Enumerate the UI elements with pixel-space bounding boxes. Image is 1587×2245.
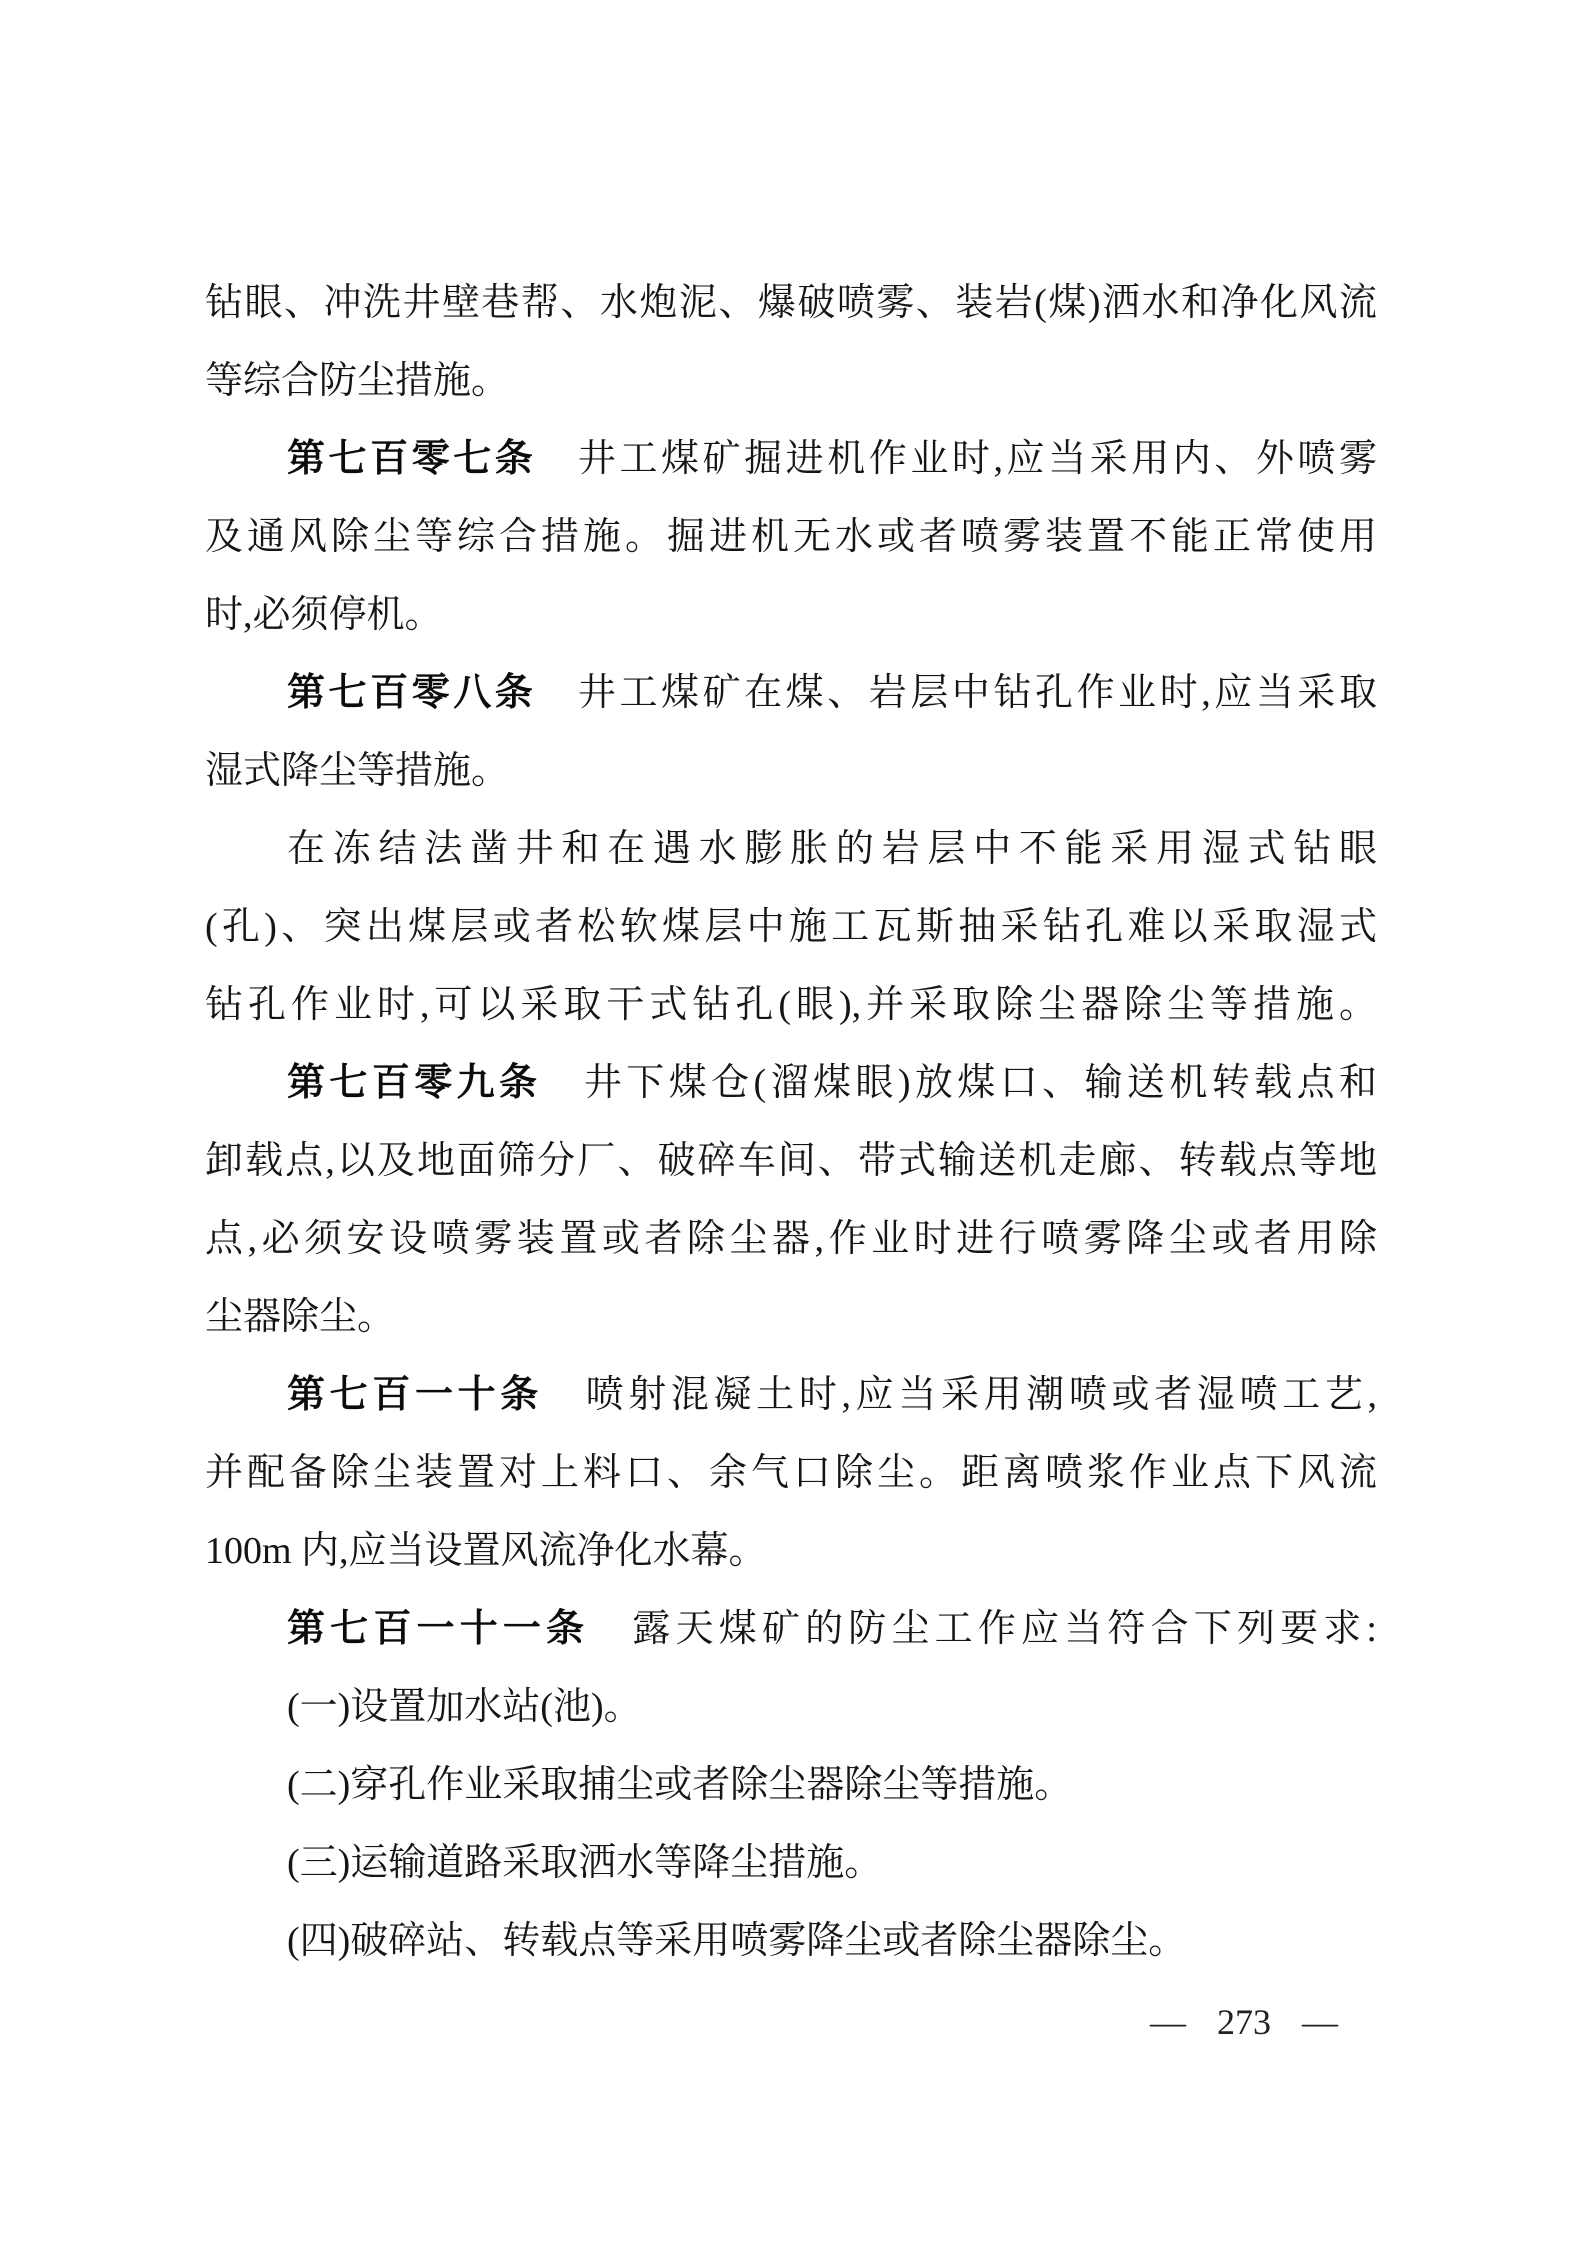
text-line — [205, 1122, 1377, 1200]
text-line — [205, 1278, 1377, 1356]
line-text: 井下煤仓(溜煤眼)放煤口、输送机转载点和 — [579, 1062, 1377, 1104]
line-text: 露天煤矿的防尘工作应当符合下列要求: — [627, 1608, 1377, 1650]
line-text: 钻孔作业时,可以采取干式钻孔(眼),并采取除尘器除尘等措施。 — [205, 984, 1377, 1026]
line-text: 尘器除尘。 — [205, 1296, 396, 1338]
page-footer — [1150, 1996, 1338, 2048]
heading-gap — [536, 704, 574, 705]
line-text: 钻眼、冲洗井壁巷帮、水炮泥、爆破喷雾、装岩(煤)洒水和净化风流 — [205, 282, 1377, 324]
line-text: 点,必须安设喷雾装置或者除尘器,作业时进行喷雾降尘或者用除 — [205, 1218, 1377, 1260]
text-line — [205, 420, 1377, 498]
page-number: — 273 — — [1150, 2002, 1338, 2042]
text-line — [205, 1902, 1377, 1980]
text-line — [205, 1668, 1377, 1746]
text-line — [205, 1746, 1377, 1824]
line-text: 井工煤矿在煤、岩层中钻孔作业时,应当采取 — [574, 672, 1377, 714]
line-text: 井工煤矿掘进机作业时,应当采用内、外喷雾 — [574, 438, 1377, 480]
line-text: 在冻结法凿井和在遇水膨胀的岩层中不能采用湿式钻眼 — [287, 828, 1377, 870]
heading-gap — [541, 1094, 579, 1095]
heading-gap — [543, 1406, 581, 1407]
text-line — [205, 1044, 1377, 1122]
text-line — [205, 1200, 1377, 1278]
line-text: 100m 内,应当设置风流净化水幕。 — [205, 1530, 767, 1572]
article-number-heading: 第七百零七条 — [287, 438, 537, 480]
text-line — [205, 576, 1377, 654]
text-line — [205, 810, 1377, 888]
text-line — [205, 1356, 1377, 1434]
heading-gap — [589, 1640, 627, 1641]
line-text: (三)运输道路采取洒水等降尘措施。 — [287, 1842, 883, 1884]
text-line — [205, 1824, 1377, 1902]
text-line — [205, 1590, 1377, 1668]
text-line — [205, 1512, 1377, 1590]
text-line — [205, 654, 1377, 732]
line-text: (孔)、突出煤层或者松软煤层中施工瓦斯抽采钻孔难以采取湿式 — [205, 906, 1377, 948]
article-number-heading: 第七百零八条 — [287, 672, 537, 714]
line-text: 等综合防尘措施。 — [205, 360, 510, 402]
line-text: (四)破碎站、转载点等采用喷雾降尘或者除尘器除尘。 — [287, 1920, 1187, 1962]
text-line — [205, 342, 1377, 420]
text-line — [205, 888, 1377, 966]
article-number-heading: 第七百零九条 — [287, 1062, 542, 1104]
heading-gap — [536, 470, 574, 471]
line-text: 并配备除尘装置对上料口、余气口除尘。距离喷浆作业点下风流 — [205, 1452, 1377, 1494]
text-line — [205, 498, 1377, 576]
text-line — [205, 264, 1377, 342]
line-text: 卸载点,以及地面筛分厂、破碎车间、带式输送机走廊、转载点等地 — [205, 1140, 1377, 1182]
line-text: 喷射混凝土时,应当采用潮喷或者湿喷工艺, — [580, 1374, 1377, 1416]
line-text: (二)穿孔作业采取捕尘或者除尘器除尘等措施。 — [287, 1764, 1073, 1806]
text-line — [205, 1434, 1377, 1512]
text-line — [205, 966, 1377, 1044]
line-text: 湿式降尘等措施。 — [205, 750, 510, 792]
regulation-text — [205, 264, 1377, 1980]
line-text: (一)设置加水站(池)。 — [287, 1686, 642, 1728]
line-text: 及通风除尘等综合措施。掘进机无水或者喷雾装置不能正常使用 — [205, 516, 1377, 558]
text-line — [205, 732, 1377, 810]
article-number-heading: 第七百一十一条 — [287, 1608, 590, 1650]
line-text: 时,必须停机。 — [205, 594, 443, 636]
article-number-heading: 第七百一十条 — [287, 1374, 543, 1416]
